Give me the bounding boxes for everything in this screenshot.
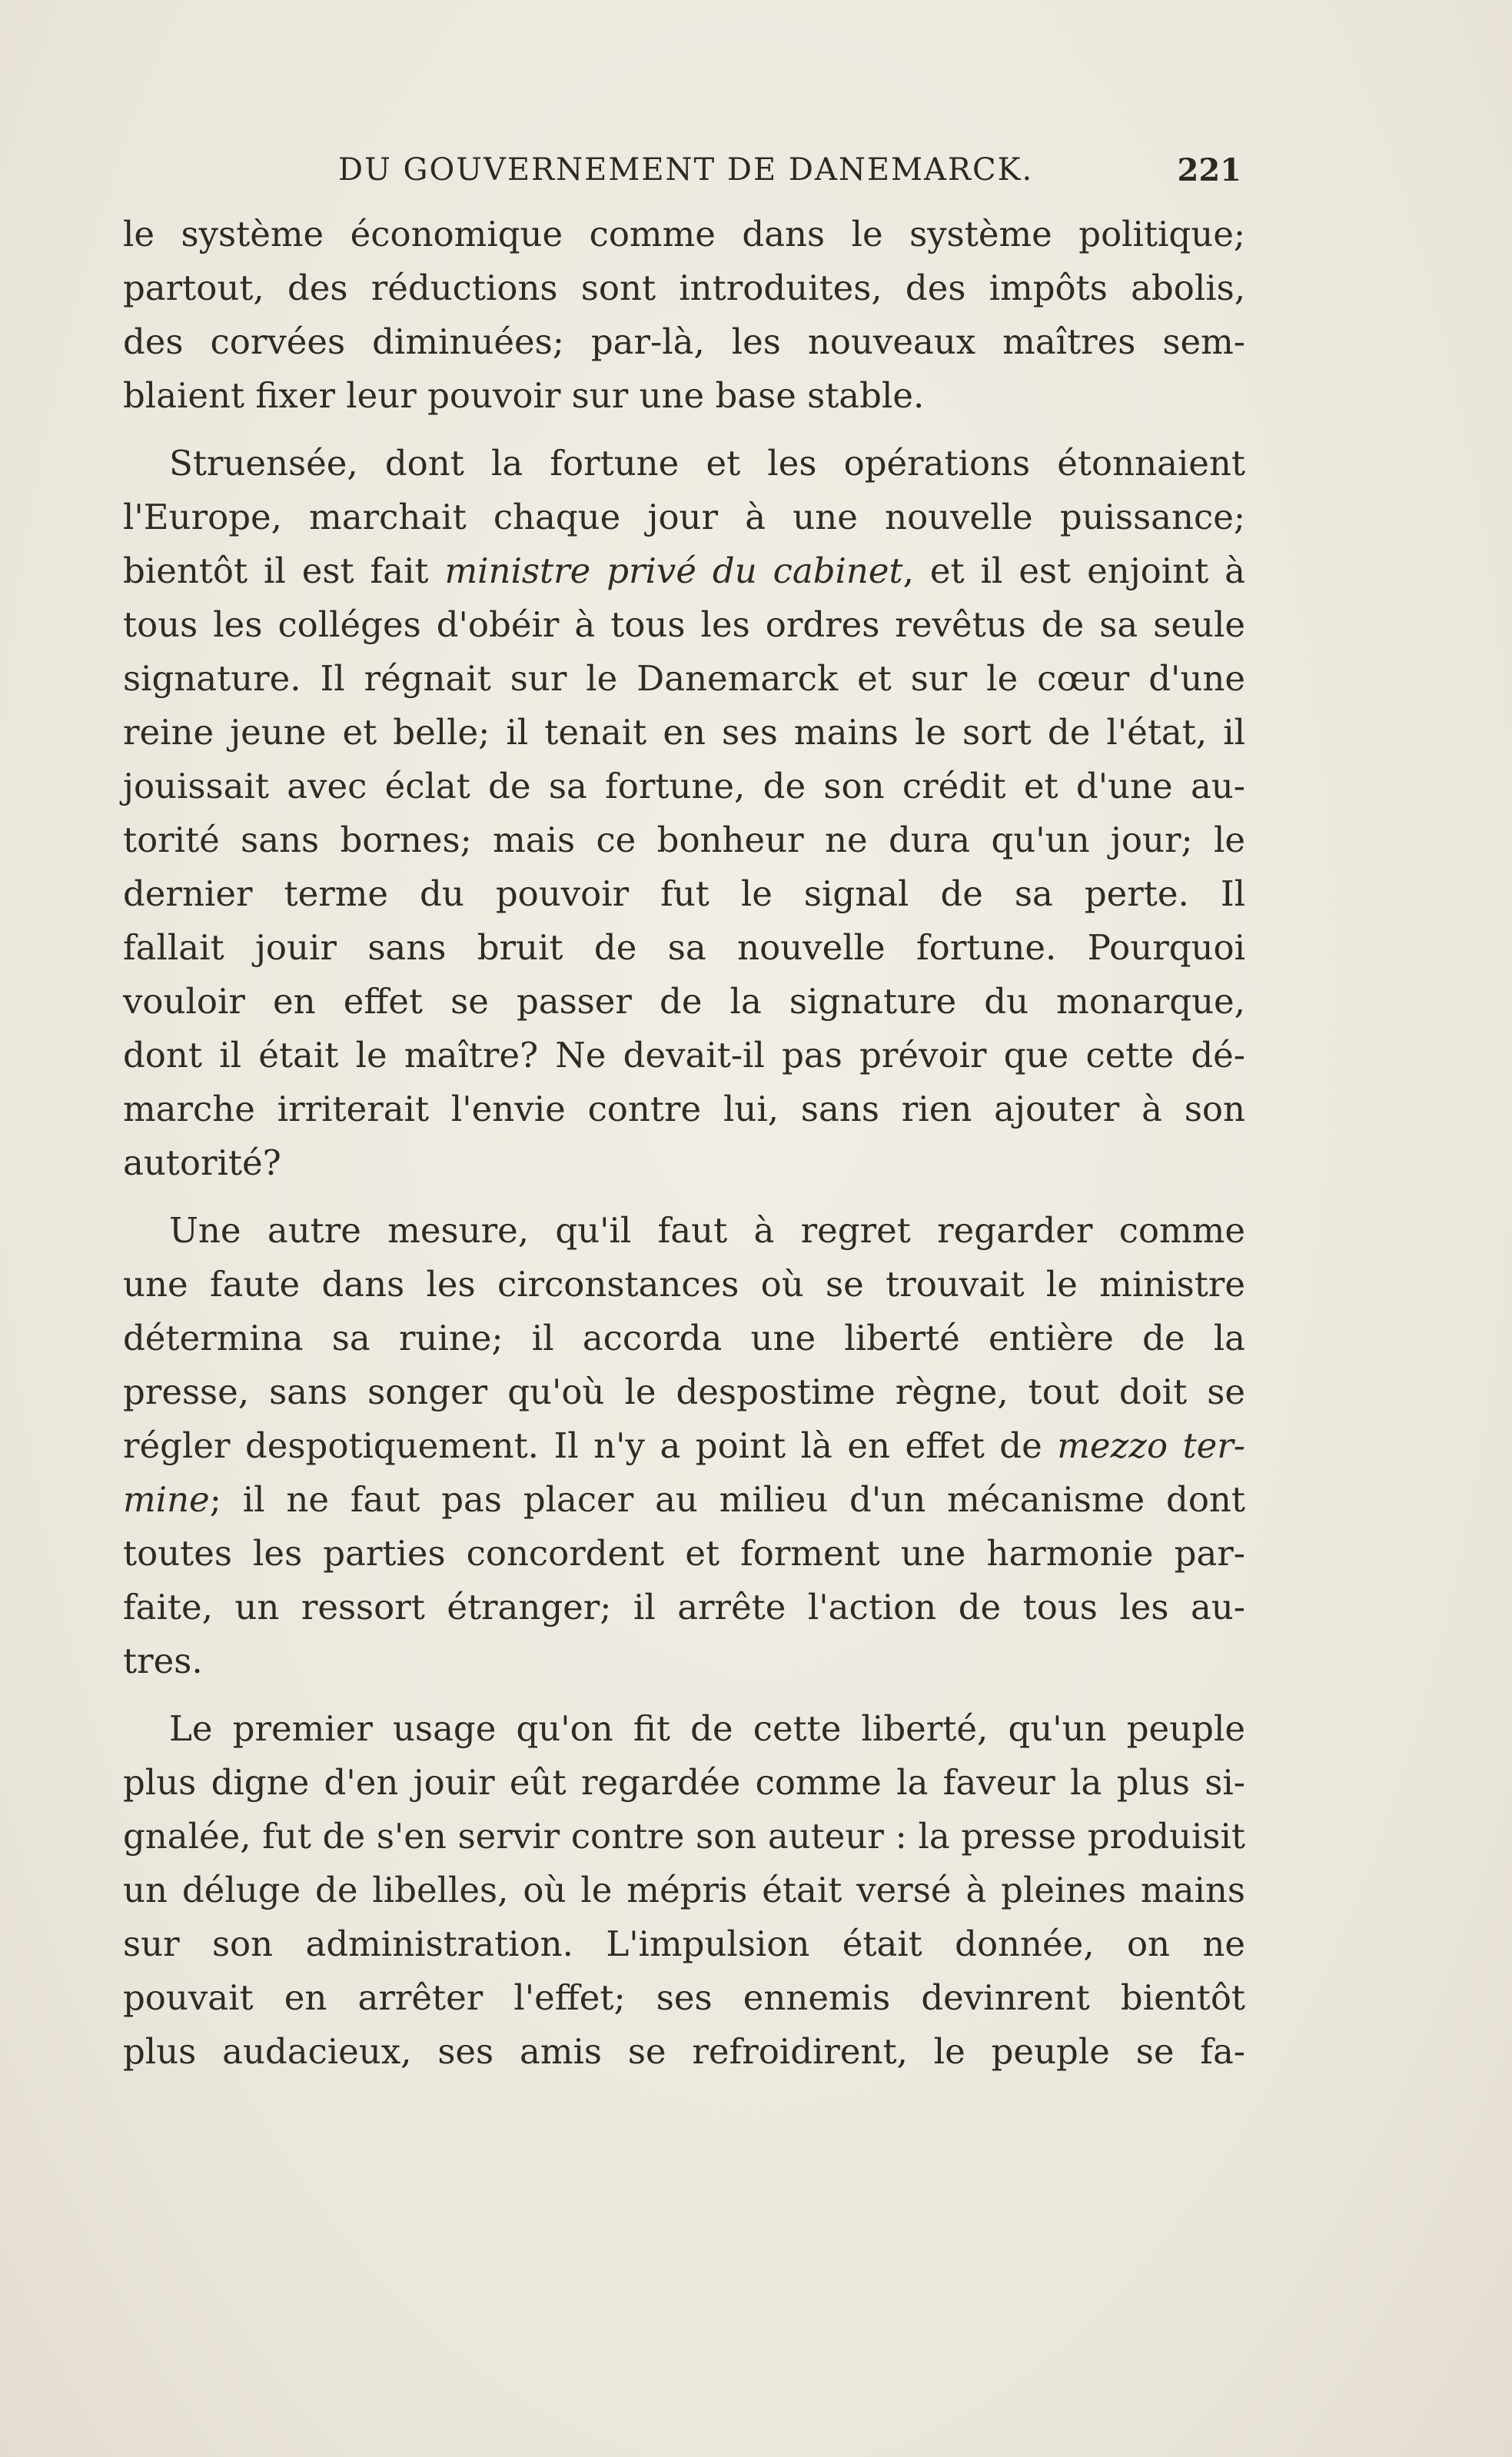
text-line: tres.	[123, 1641, 203, 1681]
text-line: pouvait en arrêter l'effet; ses ennemis devinrent bientôt	[123, 1977, 1245, 2018]
text-line: toutes les parties concordent et forment une harmonie par-	[123, 1533, 1245, 1574]
text-line: dernier terme du pouvoir fut le signal de sa perte. Il	[123, 873, 1245, 914]
text-line: une faute dans les circonstances où se trouvait le ministre	[123, 1264, 1245, 1305]
paragraph-2	[123, 437, 1245, 1190]
paragraph-4	[123, 1702, 1245, 2079]
text-line: dont il était le maître? Ne devait-il pas prévoir que cette dé-	[123, 1035, 1245, 1076]
text-line: vouloir en effet se passer de la signature du monarque,	[123, 981, 1245, 1022]
text-line: Le premier usage qu'on fit de cette liberté, qu'un peuple	[169, 1708, 1245, 1749]
text-line: torité sans bornes; mais ce bonheur ne dura qu'un jour; le	[123, 820, 1245, 860]
text-line: le système économique comme dans le système politique;	[123, 214, 1245, 254]
running-head	[123, 152, 1241, 198]
running-title: DU GOUVERNEMENT DE DANEMARCK.	[338, 152, 1034, 188]
text-line: fallait jouir sans bruit de sa nouvelle fortune. Pourquoi	[123, 927, 1245, 968]
text-line: sur son administration. L'impulsion était donnée, on ne	[123, 1923, 1245, 1964]
text-line: détermina sa ruine; il accorda une liberté entière de la	[123, 1318, 1245, 1358]
text-line: blaient fixer leur pouvoir sur une base stable.	[123, 375, 925, 416]
text-line: jouissait avec éclat de sa fortune, de son crédit et d'une au-	[123, 766, 1245, 806]
text-line: partout, des réductions sont introduites, des impôts abolis,	[123, 268, 1245, 308]
text-block	[123, 208, 1245, 2079]
text-line: marche irriterait l'envie contre lui, sans rien ajouter à son	[123, 1089, 1245, 1129]
text-line: des corvées diminuées; par-là, les nouveaux maîtres sem-	[123, 321, 1245, 362]
text-line: plus digne d'en jouir eût regardée comme la faveur la plus si-	[123, 1762, 1245, 1803]
text-line: Une autre mesure, qu'il faut à regret regarder comme	[169, 1210, 1245, 1251]
text-line: faite, un ressort étranger; il arrête l'action de tous les au-	[123, 1587, 1245, 1627]
text-line: presse, sans songer qu'où le despostime règne, tout doit se	[123, 1371, 1245, 1412]
paragraph-1	[123, 208, 1245, 423]
text-line: Struensée, dont la fortune et les opérations étonnaient	[169, 443, 1245, 484]
text-line: un déluge de libelles, où le mépris était versé à pleines mains	[123, 1870, 1245, 1910]
text-line: régler despotiquement. Il n'y a point là en effet de mezzo ter-	[123, 1425, 1245, 1466]
text-line: tous les colléges d'obéir à tous les ordres revêtus de sa seule	[123, 604, 1245, 645]
italic-phrase: mezzo ter-	[1057, 1425, 1245, 1466]
page-number: 221	[1177, 152, 1241, 188]
text-line: reine jeune et belle; il tenait en ses mains le sort de l'état, il	[123, 712, 1245, 753]
italic-phrase: mine	[123, 1479, 210, 1520]
text-line: autorité?	[123, 1142, 281, 1183]
text-line: mine; il ne faut pas placer au milieu d'un mécanisme dont	[123, 1479, 1245, 1520]
text-line: gnalée, fut de s'en servir contre son auteur : la presse produisit	[123, 1816, 1245, 1857]
paragraph-3	[123, 1204, 1245, 1688]
text-line: bientôt il est fait ministre privé du cabinet, et il est enjoint à	[123, 550, 1246, 591]
italic-phrase: ministre privé du cabinet	[444, 550, 903, 591]
text-line: l'Europe, marchait chaque jour à une nouvelle puissance;	[123, 497, 1245, 537]
text-line: plus audacieux, ses amis se refroidirent, le peuple se fa-	[123, 2031, 1245, 2072]
text-line: signature. Il régnait sur le Danemarck et sur le cœur d'une	[123, 658, 1245, 699]
